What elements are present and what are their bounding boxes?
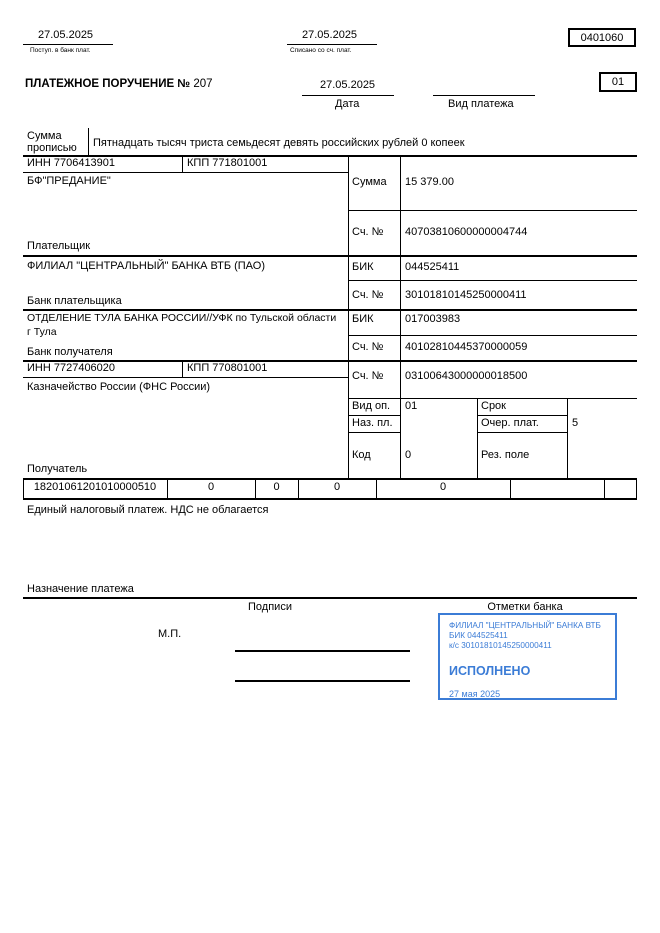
opgrid-line bbox=[348, 415, 400, 416]
section-line bbox=[23, 597, 637, 599]
payer-bank-row-line bbox=[348, 280, 637, 281]
opgrid-divider-1 bbox=[477, 398, 478, 478]
payee-bank-bik: 017003983 bbox=[405, 313, 461, 325]
payer-bank-label: Банк плательщика bbox=[27, 295, 122, 307]
priority-label: Очер. плат. bbox=[481, 417, 539, 429]
opgrid-line bbox=[477, 432, 567, 433]
payee-kpp: КПП 770801001 bbox=[187, 362, 268, 374]
payment-type-line bbox=[433, 95, 535, 96]
document-date: 27.05.2025 bbox=[320, 79, 376, 91]
signature-line-2 bbox=[235, 680, 410, 682]
taxrow-border bbox=[636, 478, 637, 498]
received-date: 27.05.2025 bbox=[38, 29, 94, 41]
payer-kpp: КПП 771801001 bbox=[187, 157, 268, 169]
payee-bank-label: Банк получателя bbox=[27, 346, 113, 358]
payee-account-label: Сч. № bbox=[352, 370, 384, 382]
amount-value: 15 379.00 bbox=[405, 176, 454, 188]
stamp-corr-account: к/с 30101810145250000411 bbox=[449, 641, 552, 650]
taxrow-cell: 0 bbox=[273, 481, 280, 493]
signatures-label: Подписи bbox=[248, 601, 292, 613]
code-value: 0 bbox=[405, 449, 412, 461]
payer-inn-kpp-divider bbox=[182, 155, 183, 172]
amount-row-line bbox=[348, 210, 637, 211]
payee-bank-name-line1: ОТДЕЛЕНИЕ ТУЛА БАНКА РОССИИ//УФК по Тульской области bbox=[27, 312, 337, 324]
debited-date: 27.05.2025 bbox=[302, 29, 358, 41]
payment-purpose-label: Назначение платежа bbox=[27, 583, 134, 595]
payee-inn: ИНН 7727406020 bbox=[27, 362, 116, 374]
purpose-code-label: Наз. пл. bbox=[352, 417, 393, 429]
stamp-date: 27 мая 2025 bbox=[449, 689, 501, 699]
status-code: 01 bbox=[611, 76, 625, 88]
taxrow-border bbox=[510, 478, 511, 498]
received-date-underline bbox=[23, 44, 113, 45]
payee-bank-bik-label: БИК bbox=[352, 313, 374, 325]
amount-words-value: Пятнадцать тысяч триста семьдесят девять российских рублей 0 копеек bbox=[93, 137, 465, 149]
mp-seal-label: М.П. bbox=[158, 628, 182, 640]
document-number: 207 bbox=[193, 78, 213, 90]
opgrid-line bbox=[348, 432, 400, 433]
payee-inn-row-line bbox=[23, 377, 348, 378]
section-line bbox=[23, 309, 637, 311]
stamp-bank-name: ФИЛИАЛ "ЦЕНТРАЛЬНЫЙ" БАНКА ВТБ bbox=[449, 621, 601, 630]
payer-bank-account: 30101810145250000411 bbox=[405, 289, 527, 301]
payment-type-caption: Вид платежа bbox=[448, 98, 514, 110]
payer-inn-row-line bbox=[23, 172, 348, 173]
opgrid-line bbox=[477, 415, 567, 416]
payer-name: БФ"ПРЕДАНИЕ" bbox=[27, 175, 111, 187]
payer-account-label: Сч. № bbox=[352, 226, 384, 238]
document-title bbox=[25, 78, 213, 91]
document-title-text: ПЛАТЕЖНОЕ ПОРУЧЕНИЕ № bbox=[25, 78, 191, 90]
taxrow-border bbox=[604, 478, 605, 498]
payment-purpose-text: Единый налоговый платеж. НДС не облагается bbox=[27, 504, 269, 516]
payee-bank-account-label: Сч. № bbox=[352, 341, 384, 353]
stamp-status: ИСПОЛНЕНО bbox=[449, 664, 531, 678]
term-label: Срок bbox=[481, 400, 506, 412]
bank-stamp bbox=[438, 613, 617, 700]
payee-bank-name-line2: г Тула bbox=[27, 326, 57, 338]
payee-account: 03100643000000018500 bbox=[405, 370, 528, 382]
status-code-box bbox=[599, 72, 637, 92]
amount-words-label-line2: прописью bbox=[27, 142, 77, 154]
amount-words-divider bbox=[88, 128, 89, 155]
debited-date-label: Списано со сч. плат. bbox=[290, 47, 352, 54]
received-date-label: Поступ. в банк плат. bbox=[30, 47, 91, 54]
payer-bank-name: ФИЛИАЛ "ЦЕНТРАЛЬНЫЙ" БАНКА ВТБ (ПАО) bbox=[27, 260, 265, 272]
payee-inn-kpp-divider bbox=[182, 360, 183, 377]
document-date-underline bbox=[302, 95, 394, 96]
op-type-label: Вид оп. bbox=[352, 400, 391, 412]
table-divider-labels bbox=[348, 155, 349, 478]
payee-label: Получатель bbox=[27, 463, 88, 475]
payee-name: Казначейство России (ФНС России) bbox=[27, 381, 211, 393]
section-line bbox=[23, 360, 637, 362]
section-line bbox=[23, 155, 637, 157]
payee-row-line bbox=[348, 398, 637, 399]
date-caption: Дата bbox=[335, 98, 360, 110]
taxrow-cell: 0 bbox=[207, 481, 215, 493]
opgrid-divider-2 bbox=[567, 398, 568, 478]
table-divider-values bbox=[400, 155, 401, 478]
bank-marks-label: Отметки банка bbox=[487, 601, 563, 613]
taxrow-cell-kbk: 18201061201010000510 bbox=[33, 481, 157, 493]
payer-bank-bik: 044525411 bbox=[405, 261, 460, 273]
form-code: 0401060 bbox=[580, 31, 624, 44]
taxrow-cell: 0 bbox=[333, 481, 341, 493]
payee-bank-row-line bbox=[348, 335, 637, 336]
section-line bbox=[23, 498, 637, 500]
payer-label: Плательщик bbox=[27, 240, 91, 252]
reserve-field-label: Рез. поле bbox=[481, 449, 530, 461]
priority-value: 5 bbox=[572, 417, 579, 429]
section-line bbox=[23, 478, 637, 480]
amount-label: Сумма bbox=[352, 176, 387, 188]
amount-words-label-line1: Сумма bbox=[27, 130, 62, 142]
taxrow-cell: 0 bbox=[439, 481, 447, 493]
payer-account: 40703810600000004744 bbox=[405, 226, 528, 238]
section-line bbox=[23, 255, 637, 257]
code-label: Код bbox=[352, 449, 371, 461]
debited-date-underline bbox=[287, 44, 377, 45]
op-type-value: 01 bbox=[405, 400, 418, 412]
signature-line-1 bbox=[235, 650, 410, 652]
stamp-bik: БИК 044525411 bbox=[449, 631, 508, 640]
payee-bank-account: 40102810445370000059 bbox=[405, 341, 528, 353]
payer-inn: ИНН 7706413901 bbox=[27, 157, 116, 169]
form-code-box bbox=[568, 28, 636, 47]
payer-bank-bik-label: БИК bbox=[352, 261, 374, 273]
payer-bank-account-label: Сч. № bbox=[352, 289, 384, 301]
